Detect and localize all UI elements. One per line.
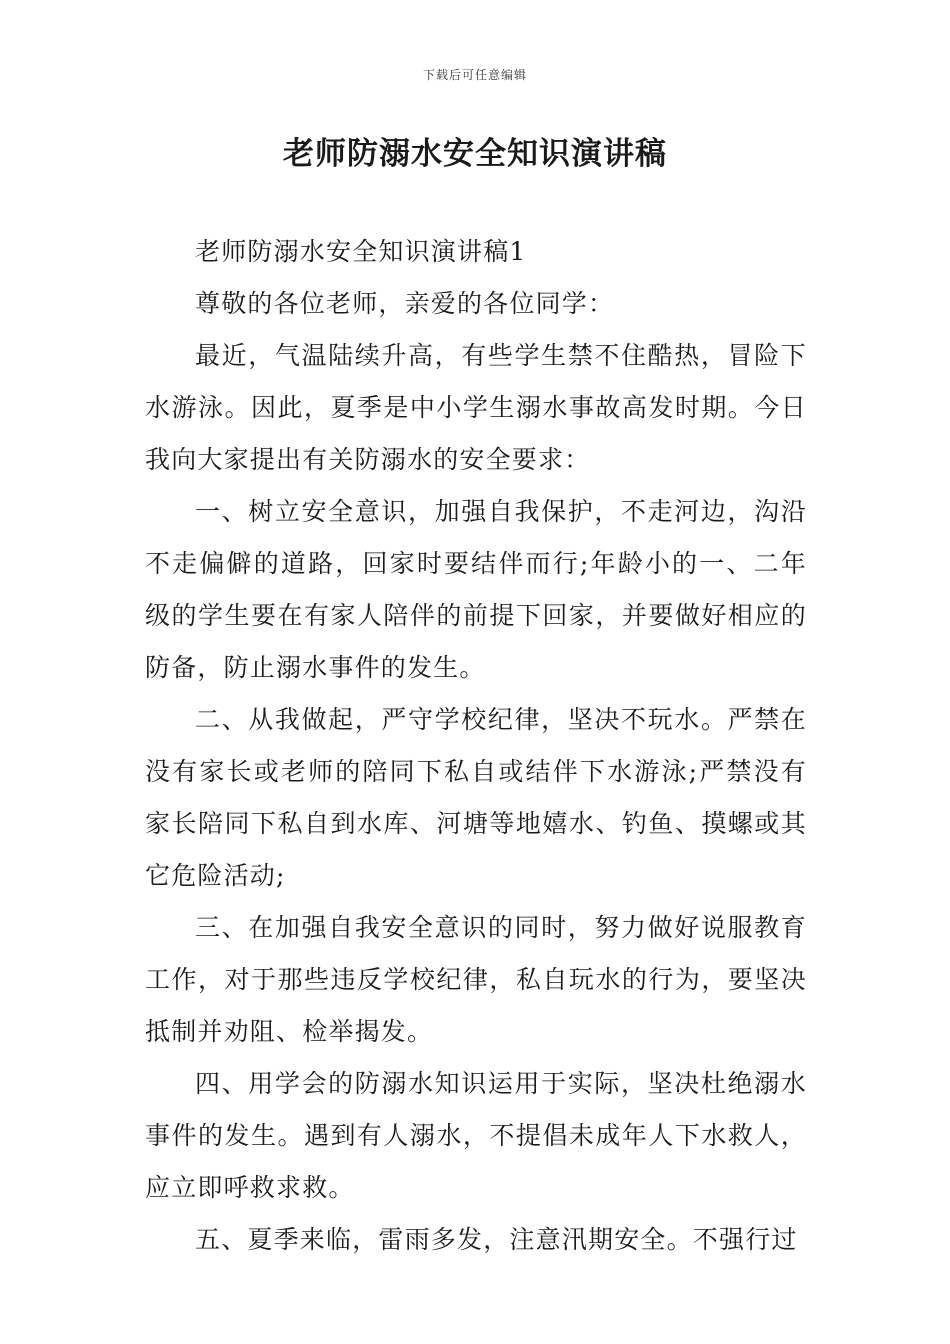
paragraph-intro: 最近，气温陆续升高，有些学生禁不住酷热，冒险下水游泳。因此，夏季是中小学生溺水事故高发时期。今日我向大家提出有关防溺水的安全要求：	[145, 341, 807, 474]
paragraph-subtitle: 老师防溺水安全知识演讲稿1	[195, 237, 527, 266]
paragraph-point-4: 四、用学会的防溺水知识运用于实际，坚决杜绝溺水事件的发生。遇到有人溺水，不提倡未成年人下水救人，应立即呼救求救。	[145, 1069, 807, 1202]
document-body	[145, 226, 807, 1266]
paragraph-point-1: 一、树立安全意识，加强自我保护，不走河边，沟沿不走偏僻的道路，回家时要结伴而行;年龄小的一、二年级的学生要在有家人陪伴的前提下回家，并要做好相应的防备，防止溺水事件的发生。	[145, 497, 807, 682]
paragraph-salutation: 尊敬的各位老师，亲爱的各位同学：	[195, 289, 615, 318]
header-note: 下载后可任意编辑	[422, 68, 527, 82]
paragraph-point-2: 二、从我做起，严守学校纪律，坚决不玩水。严禁在没有家长或老师的陪同下私自或结伴下水游泳;严禁没有家长陪同下私自到水库、河塘等地嬉水、钓鱼、摸螺或其它危险活动;	[145, 705, 807, 890]
document-title: 老师防溺水安全知识演讲稿	[283, 136, 667, 172]
paragraph-point-5: 五、夏季来临，雷雨多发，注意汛期安全。不强行过	[195, 1225, 798, 1254]
paragraph-point-3: 三、在加强自我安全意识的同时，努力做好说服教育工作，对于那些违反学校纪律，私自玩水的行为，要坚决抵制并劝阻、检举揭发。	[145, 913, 807, 1046]
